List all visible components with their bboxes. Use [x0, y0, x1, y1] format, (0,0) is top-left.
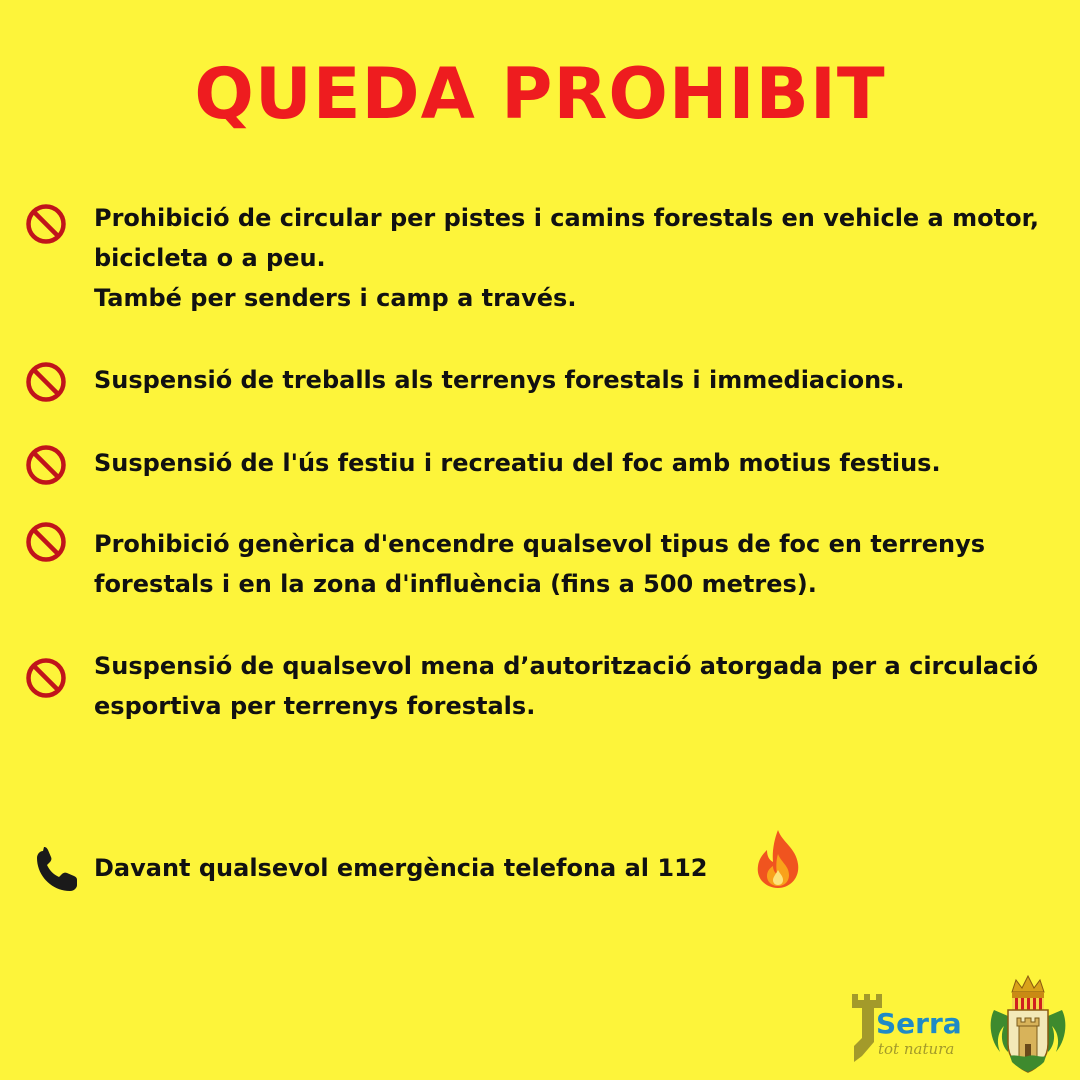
coat-of-arms-icon	[986, 970, 1070, 1074]
prohibition-text: Prohibició de circular per pistes i camins forestals en vehicle a motor, bicicleta o a peu. També per senders i camp a través.	[94, 204, 1039, 312]
phone-icon	[32, 844, 82, 894]
page-title: QUEDA PROHIBIT	[194, 53, 886, 135]
prohibited-icon	[24, 656, 68, 700]
prohibition-text: Suspensió de qualsevol mena d’autorització atorgada per a circulació esportiva per terrenys forestals.	[94, 652, 1039, 720]
prohibited-icon	[24, 360, 68, 404]
logo-name: Serra	[876, 1007, 962, 1040]
prohibited-icon	[24, 520, 68, 564]
prohibition-text: Suspensió de l'ús festiu i recreatiu del foc amb motius festius.	[94, 449, 941, 477]
prohibited-icon	[24, 202, 68, 246]
emergency-line	[0, 828, 1080, 908]
logo-tagline: tot natura	[878, 1040, 955, 1058]
prohibition-text: Prohibició genèrica d'encendre qualsevol tipus de foc en terrenys forestals i en la zona d'influència (fins a 500 metres).	[94, 530, 986, 598]
serra-logo	[848, 986, 978, 1066]
prohibited-icon	[24, 443, 68, 487]
prohibition-text: Suspensió de treballs als terrenys forestals i immediacions.	[94, 366, 905, 394]
fire-icon	[748, 828, 808, 890]
emergency-text: Davant qualsevol emergència telefona al 112	[94, 854, 708, 882]
